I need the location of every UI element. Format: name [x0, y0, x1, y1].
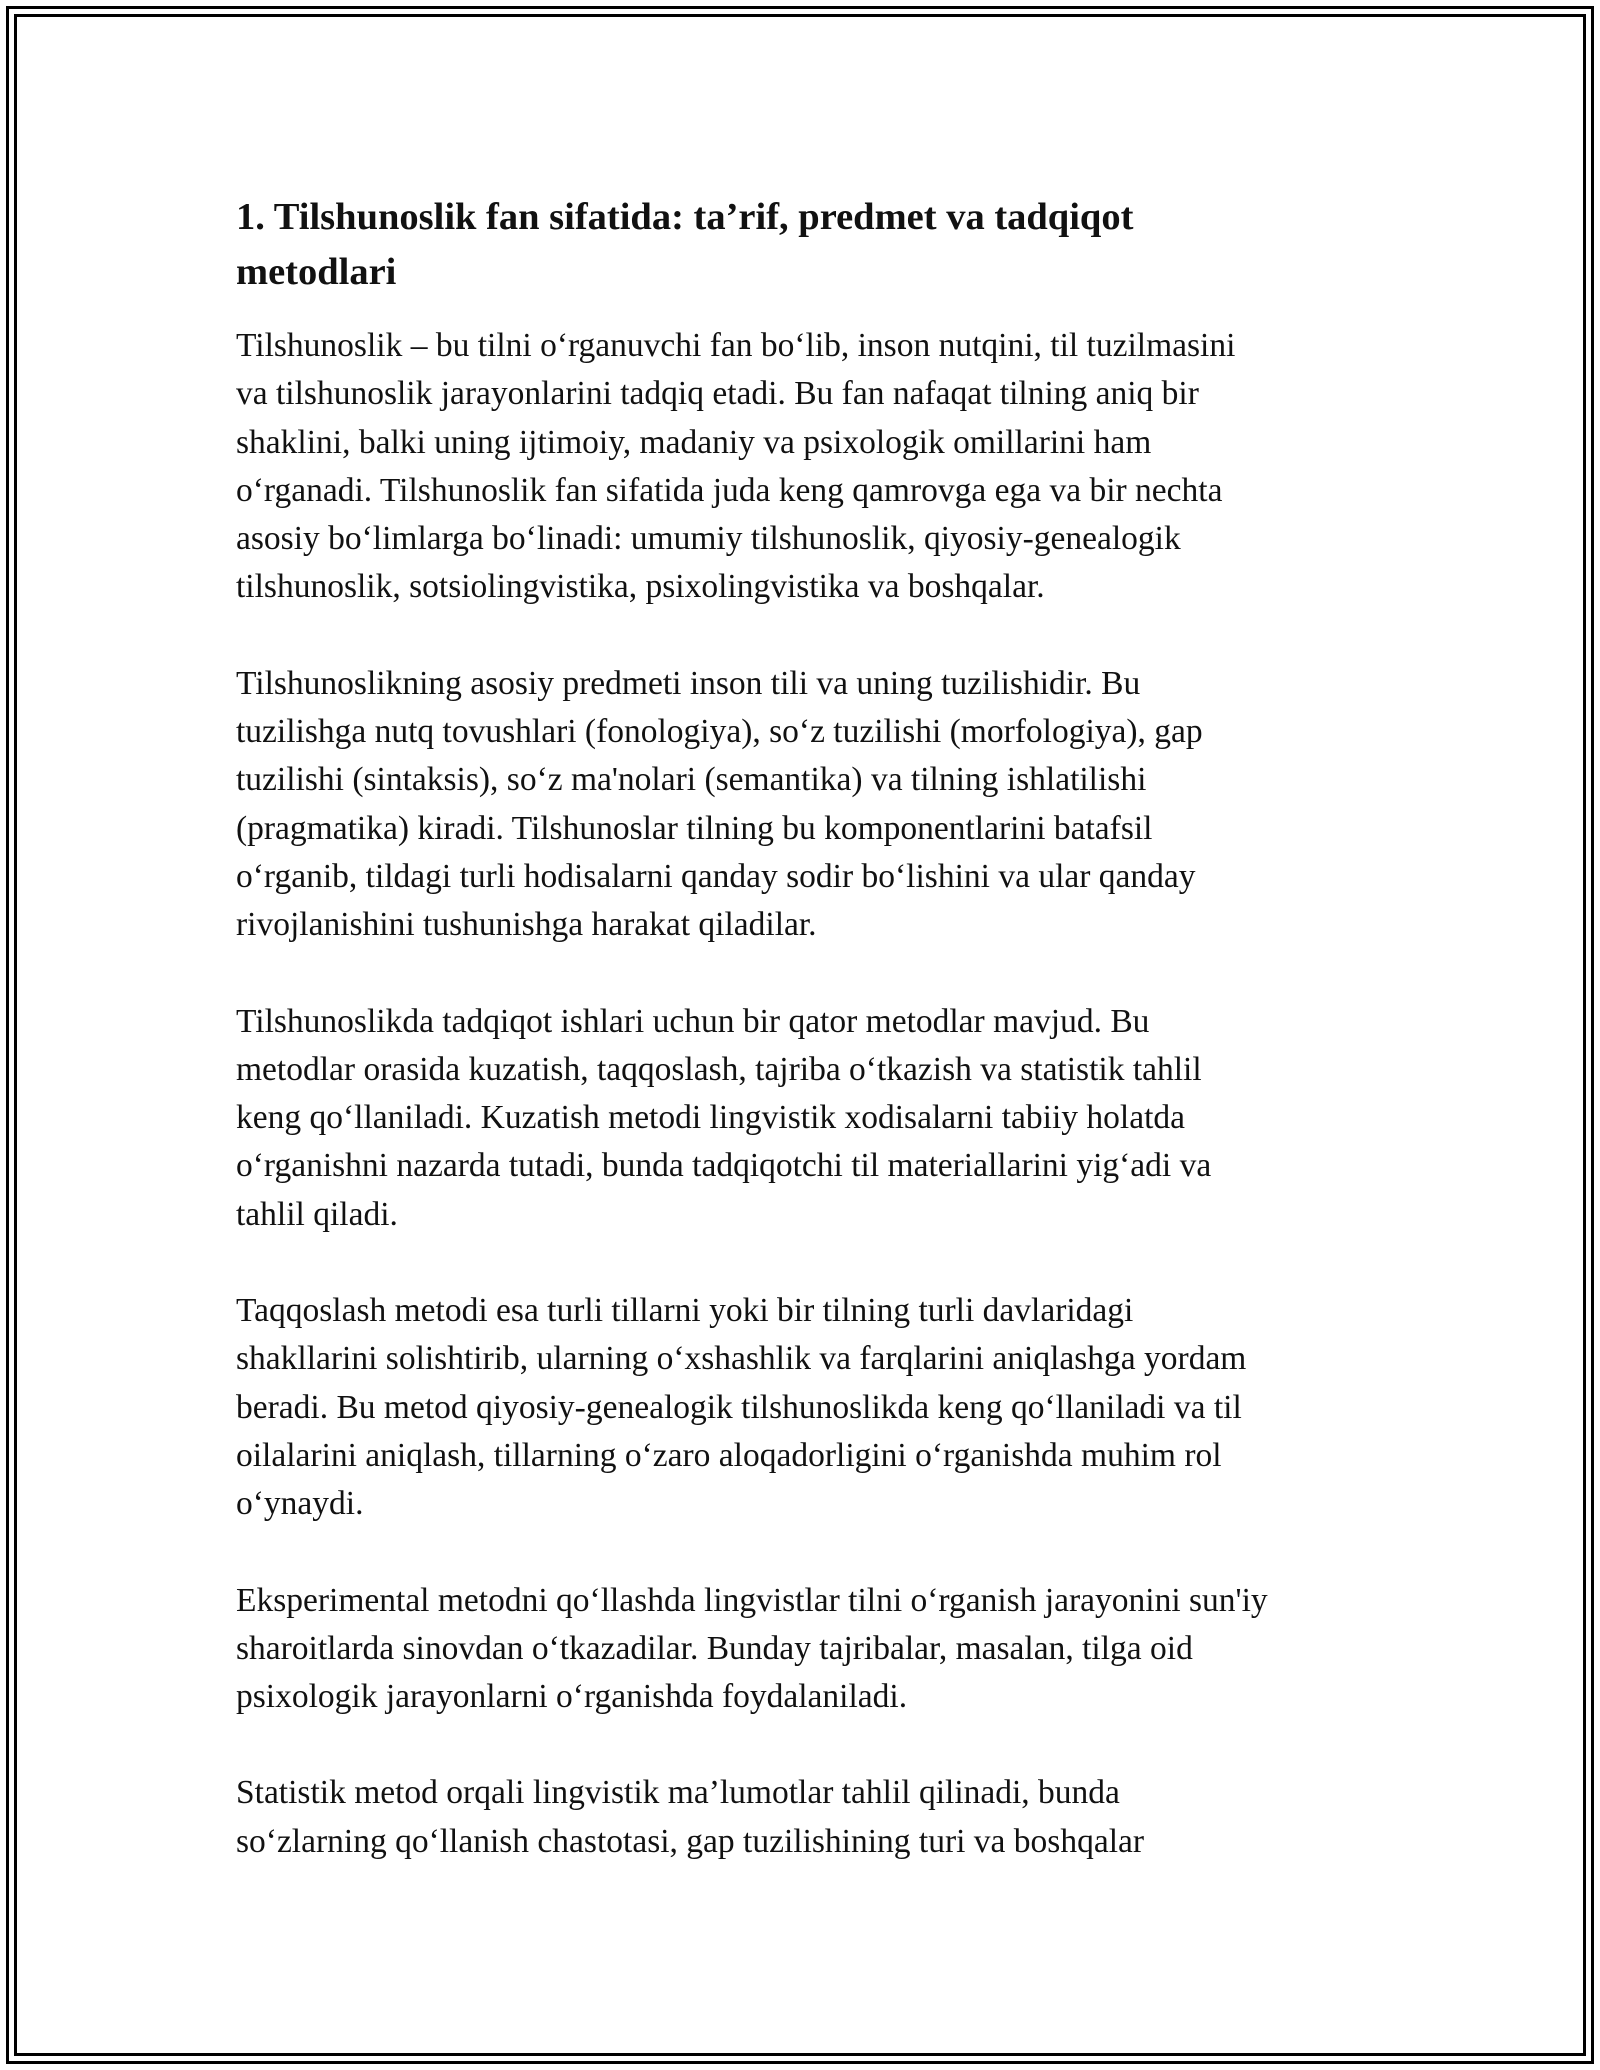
- text-line: so‘zlarning qo‘llanish chastotasi, gap tuzilishining turi va boshqalar: [236, 1822, 1145, 1860]
- text-line: Statistik metod orqali lingvistik ma’lumotlar tahlil qilinadi, bunda: [236, 1774, 1120, 1812]
- document-body: [236, 190, 1386, 1866]
- text-line: o‘rganishni nazarda tutadi, bunda tadqiqotchi til materiallarini yig‘adi va: [236, 1147, 1212, 1185]
- text-line: metodlar orasida kuzatish, taqqoslash, tajriba o‘tkazish va statistik tahlil: [236, 1050, 1202, 1088]
- paragraph-definition: [236, 322, 1386, 612]
- text-line: va tilshunoslik jarayonlarini tadqiq etadi. Bu fan nafaqat tilning aniq bir: [236, 375, 1199, 413]
- text-line: shakllarini solishtirib, ularning o‘xshashlik va farqlarini aniqlashga yordam: [236, 1340, 1247, 1378]
- text-line: beradi. Bu metod qiyosiy-genealogik tilshunoslikda keng qo‘llaniladi va til: [236, 1388, 1242, 1426]
- text-line: asosiy bo‘limlarga bo‘linadi: umumiy tilshunoslik, qiyosiy-genealogik: [236, 520, 1181, 558]
- text-line: (pragmatika) kiradi. Tilshunoslar tilning bu komponentlarini batafsil: [236, 809, 1153, 847]
- text-line: Taqqoslash metodi esa turli tillarni yoki bir tilning turli davlaridagi: [236, 1292, 1134, 1330]
- text-line: rivojlanishini tushunishga harakat qiladilar.: [236, 906, 817, 944]
- text-line: tilshunoslik, sotsiolingvistika, psixolingvistika va boshqalar.: [236, 568, 1045, 606]
- title-line: metodlari: [236, 251, 397, 293]
- text-line: o‘rganadi. Tilshunoslik fan sifatida juda keng qamrovga ega va bir nechta: [236, 471, 1223, 509]
- text-line: Tilshunoslik – bu tilni o‘rganuvchi fan bo‘lib, inson nutqini, til tuzilmasini: [236, 327, 1236, 364]
- paragraph-methods: [236, 998, 1386, 1239]
- text-line: Eksperimental metodni qo‘llashda lingvistlar tilni o‘rganish jarayonini sun'iy: [236, 1581, 1268, 1619]
- paragraph-experimental-method: [236, 1577, 1386, 1722]
- text-line: Tilshunoslikning asosiy predmeti inson tili va uning tuzilishidir. Bu: [236, 664, 1141, 702]
- title-line: 1. Tilshunoslik fan sifatida: ta’rif, predmet va tadqiqot: [236, 196, 1134, 238]
- page-title: [236, 190, 1386, 300]
- text-line: o‘ynaydi.: [236, 1485, 364, 1523]
- text-line: o‘rganib, tildagi turli hodisalarni qanday sodir bo‘lishini va ular qanday: [236, 857, 1196, 895]
- text-line: keng qo‘llaniladi. Kuzatish metodi lingvistik xodisalarni tabiiy holatda: [236, 1099, 1185, 1137]
- text-line: sharoitlarda sinovdan o‘tkazadilar. Bunday tajribalar, masalan, tilga oid: [236, 1629, 1193, 1667]
- paragraph-statistical-method: [236, 1769, 1386, 1866]
- text-line: tuzilishga nutq tovushlari (fonologiya), so‘z tuzilishi (morfologiya), gap: [236, 713, 1203, 751]
- text-line: tahlil qiladi.: [236, 1195, 398, 1233]
- text-line: shaklini, balki uning ijtimoiy, madaniy va psixologik omillarini ham: [236, 423, 1152, 461]
- text-line: tuzilishi (sintaksis), so‘z ma'nolari (semantika) va tilning ishlatilishi: [236, 761, 1147, 799]
- paragraph-comparative-method: [236, 1287, 1386, 1528]
- text-line: oilalarini aniqlash, tillarning o‘zaro aloqadorligini o‘rganishda muhim rol: [236, 1436, 1222, 1474]
- paragraph-subject: [236, 660, 1386, 950]
- text-line: Tilshunoslikda tadqiqot ishlari uchun bir qator metodlar mavjud. Bu: [236, 1002, 1150, 1040]
- text-line: psixologik jarayonlarni o‘rganishda foydalaniladi.: [236, 1678, 908, 1716]
